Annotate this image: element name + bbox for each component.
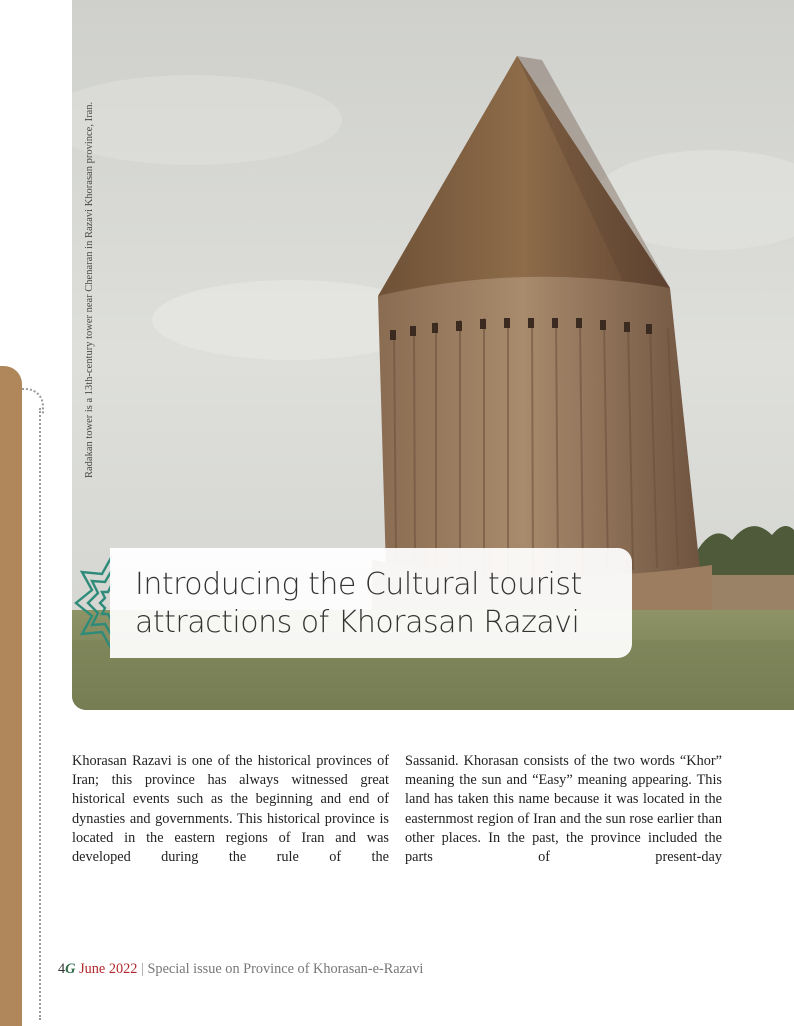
issue-title: Special issue on Province of Khorasan-e-Razavi [147, 961, 424, 977]
page-number: 4 [58, 961, 66, 977]
body-column-left: Khorasan Razavi is one of the historical provinces of Iran; this province has always witnessed great historical events such as the beginning and end of dynasties and governments. This historical province is located in the eastern regions of Iran and was developed during the rule of the [72, 753, 389, 866]
issue-date: June 2022 [79, 961, 138, 977]
left-sidebar-accent [0, 366, 22, 1026]
footer-separator: | [141, 961, 144, 977]
magazine-logo: G [65, 961, 76, 977]
photo-caption: Radakan tower is a 13th-century tower near Chenaran in Razavi Khorasan province, Iran. [84, 101, 95, 478]
article-title-box [110, 548, 632, 658]
page-footer [58, 961, 423, 978]
body-column-right: Sassanid. Khorasan consists of the two words “Khor” meaning the sun and “Easy” meaning appearing. This land has taken this name because it was located in the easternmost region of Iran and the sun rose earlier than other places. In the past, the province included the parts of present-day [405, 753, 722, 866]
title-line-2: attractions of Khorasan Razavi [135, 605, 580, 640]
dotted-border-line [39, 408, 41, 1020]
title-line-1: Introducing the Cultural tourist [135, 567, 582, 602]
